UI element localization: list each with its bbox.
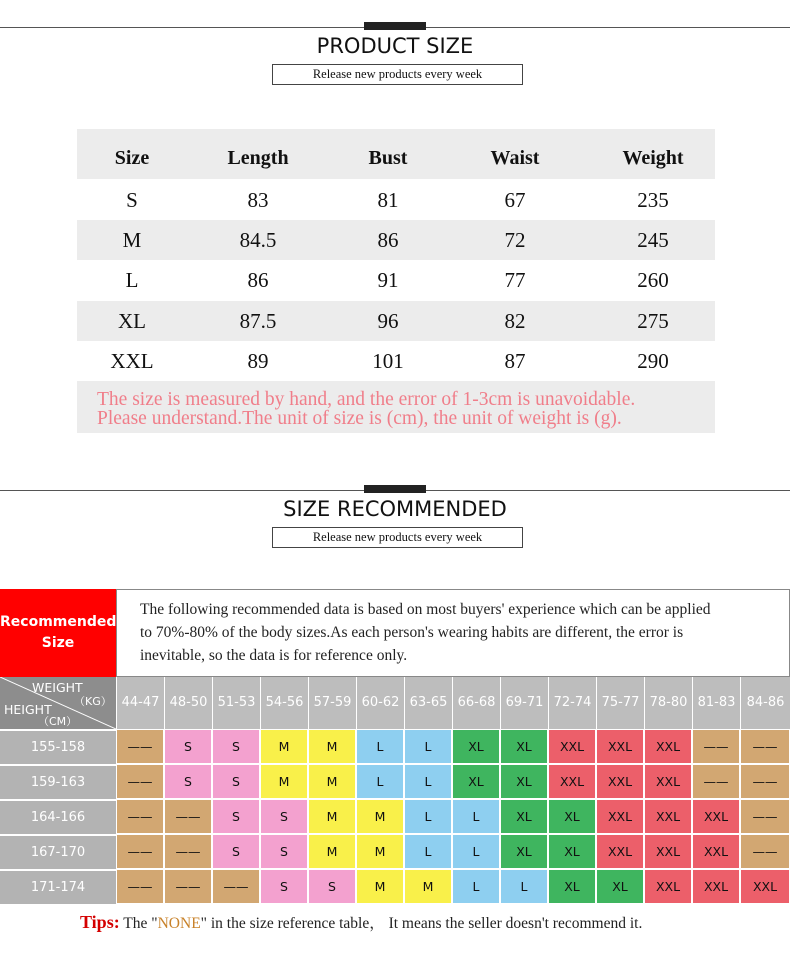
recommended-size-cell: XXL [644,834,692,869]
size-recommended-title: SIZE RECOMMENDED [283,497,507,521]
size-table-header-cell: Length [227,147,289,169]
recommended-size-cell: XXL [644,764,692,799]
recommended-size-cell: M [308,764,356,799]
description-line-1: The following recommended data is based on most buyers' experience which can be applied [140,601,711,618]
recommended-size-cell: —— [212,869,260,904]
recommended-size-cell: XL [452,764,500,799]
size-table-header-row [77,129,715,179]
recommended-size-cell: XL [500,799,548,834]
tips-none-word: NONE [157,915,201,932]
recommended-size-cell: S [212,799,260,834]
recommended-size-cell: —— [740,729,790,764]
size-table-cell: 235 [637,188,669,212]
measurement-note [77,381,715,433]
recommended-size-cell: XXL [692,799,740,834]
recommended-size-cell: XL [500,729,548,764]
size-table-cell: 87.5 [239,309,277,333]
recommended-size-cell: M [356,799,404,834]
description-line-3: inevitable, so the data is for reference only. [140,647,408,664]
size-table-cell: 101 [372,349,404,373]
recommended-size-cell: L [452,834,500,869]
recommended-size-cell: XXL [596,729,644,764]
size-table-cell: S [126,188,138,212]
weight-range-header: 66-68 [452,677,500,729]
corner-weight-label: WEIGHT [32,680,83,695]
recommended-label-line1: Recommended [0,614,117,630]
size-table-header-cell: Waist [490,147,540,169]
tips-text-before: The " [119,915,158,932]
recommended-size-cell: XXL [596,764,644,799]
recommended-size-cell: XXL [644,799,692,834]
recommended-size-cell: S [212,834,260,869]
recommended-size-cell: S [260,799,308,834]
size-table-cell: 91 [377,268,399,292]
size-table-cell: XL [118,309,146,333]
product-size-title: PRODUCT SIZE [316,34,474,58]
recommended-size-cell: XXL [548,729,596,764]
recommended-size-cell: XXL [692,869,740,904]
recommended-size-cell: M [308,799,356,834]
recommended-size-cell: L [404,834,452,869]
recommended-size-cell: —— [164,869,212,904]
size-table-header-cell: Size [114,147,150,169]
recommended-size-cell: XL [500,834,548,869]
recommended-size-cell: —— [116,834,164,869]
weight-range-header: 75-77 [596,677,644,729]
recommended-size-cell: —— [116,764,164,799]
tips-line [80,911,642,933]
weight-range-header: 54-56 [260,677,308,729]
recommended-size-cell: —— [116,869,164,904]
size-table-cell: 260 [637,268,669,292]
size-table-cell: XXL [110,349,154,373]
corner-cm-label: （CM） [38,715,78,728]
recommended-size-cell: —— [116,729,164,764]
size-table-cell: L [125,268,139,292]
size-table-row [77,301,715,341]
size-table-cell: 275 [637,309,669,333]
size-table-header-cell: Weight [622,147,684,169]
size-table-cell: 86 [247,268,269,292]
recommended-size-cell: S [308,869,356,904]
size-table-cell: 67 [504,188,526,212]
recommended-size-cell: XXL [596,834,644,869]
size-table-row [77,260,715,300]
recommended-size-cell: L [452,799,500,834]
weight-range-header: 69-71 [500,677,548,729]
weight-range-header: 57-59 [308,677,356,729]
recommended-size-cell: L [500,869,548,904]
recommended-size-cell: S [212,729,260,764]
size-table-cell: 86 [377,228,399,252]
recommended-size-cell: M [356,834,404,869]
size-table-cell: 290 [637,349,669,373]
recommended-size-cell: M [308,834,356,869]
corner-kg-label: （KG） [74,695,112,708]
height-range-header: 159-163 [0,764,116,799]
size-table-cell: 82 [504,309,526,333]
size-table-header-cell: Bust [368,147,408,169]
recommended-size-cell: L [356,729,404,764]
recommended-size-cell: L [452,869,500,904]
size-table-cell: 245 [637,228,669,252]
tips-label: Tips: [80,912,120,932]
size-table-cell: 84.5 [239,228,277,252]
size-table-cell: 72 [504,228,526,252]
recommended-size-cell: S [164,764,212,799]
recommended-size-cell: XXL [596,799,644,834]
note-line-1: The size is measured by hand, and the error of 1-3cm is unavoidable. [97,389,636,410]
size-table-row [77,220,715,260]
recommended-size-cell: —— [164,834,212,869]
recommended-size-cell: XL [452,729,500,764]
recommended-size-cell: XXL [548,764,596,799]
recommended-size-cell: L [404,764,452,799]
recommended-size-cell: —— [116,799,164,834]
recommended-size-cell: M [260,764,308,799]
height-range-header: 155-158 [0,729,116,764]
height-range-header: 164-166 [0,799,116,834]
weight-range-header: 51-53 [212,677,260,729]
recommended-size-label [0,589,116,677]
recommended-size-cell: —— [692,764,740,799]
recommended-size-cell: M [404,869,452,904]
recommended-size-cell: —— [692,729,740,764]
recommended-size-cell: M [356,869,404,904]
recommended-size-cell: S [164,729,212,764]
weight-range-header: 84-86 [740,677,790,729]
weight-range-header: 72-74 [548,677,596,729]
weight-range-header: 48-50 [164,677,212,729]
recommended-size-cell: XXL [644,729,692,764]
recommended-size-cell: XXL [644,869,692,904]
corner-height-label: HEIGHT [4,702,52,717]
height-range-header: 171-174 [0,869,116,904]
tips-text-after: " in the size reference table， It means the seller doesn't recommend it. [200,915,643,932]
recommended-size-cell: XXL [740,869,790,904]
recommended-size-cell: XL [596,869,644,904]
note-line-2: Please understand.The unit of size is (cm), the unit of weight is (g). [97,408,622,429]
recommended-size-cell: M [308,729,356,764]
weight-range-header: 44-47 [116,677,164,729]
recommended-size-cell: L [356,764,404,799]
recommended-size-cell: L [404,799,452,834]
recommended-label-line2: Size [41,635,75,651]
recommended-size-cell: S [260,834,308,869]
recommended-size-cell: XL [548,834,596,869]
product-size-subtitle: Release new products every week [272,64,523,85]
weight-range-header: 60-62 [356,677,404,729]
recommended-size-cell: XL [500,764,548,799]
top-accent-bar [364,22,426,30]
recommended-size-cell: —— [740,834,790,869]
size-table-cell: 96 [377,309,399,333]
description-line-2: to 70%-80% of the body sizes.As each person's wearing habits are different, the error is [140,624,684,641]
recommended-size-cell: S [260,869,308,904]
recommended-size-cell: —— [164,799,212,834]
recommended-size-cell: S [212,764,260,799]
size-table-cell: 77 [504,268,526,292]
recommended-size-cell: —— [740,799,790,834]
size-table-row [77,341,715,381]
recommended-size-cell: XXL [692,834,740,869]
recommended-size-cell: XL [548,799,596,834]
size-table-cell: 81 [377,188,399,212]
middle-accent-bar [364,485,426,493]
size-table-row [77,180,715,220]
height-range-header: 167-170 [0,834,116,869]
size-table-cell: 89 [247,349,269,373]
recommendation-description [116,589,790,677]
size-table-cell: 83 [247,188,269,212]
recommended-size-cell: —— [740,764,790,799]
recommended-size-cell: XL [548,869,596,904]
weight-height-corner [0,677,116,729]
size-table-cell: M [122,228,142,252]
recommended-size-cell: M [260,729,308,764]
weight-range-header: 81-83 [692,677,740,729]
recommended-size-cell: L [404,729,452,764]
weight-range-header: 78-80 [644,677,692,729]
weight-range-header: 63-65 [404,677,452,729]
size-table-cell: 87 [504,349,526,373]
size-recommended-subtitle: Release new products every week [272,527,523,548]
